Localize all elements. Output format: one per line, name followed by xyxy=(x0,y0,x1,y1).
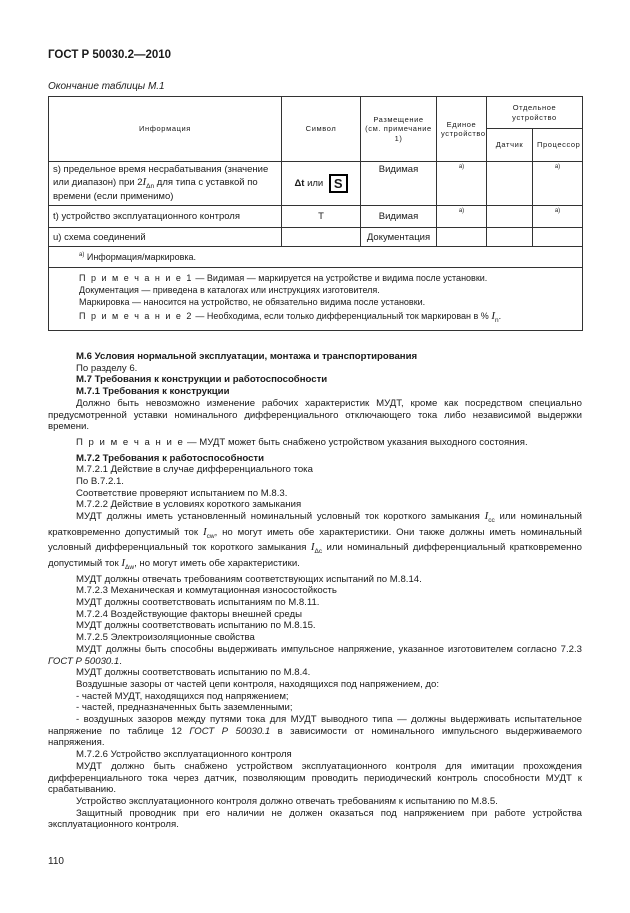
table-row xyxy=(49,228,583,247)
row-t-single-mark: a) xyxy=(458,208,465,214)
section-m6-title: М.6 Условия нормальной эксплуатации, монтажа и транспортирования xyxy=(76,351,418,362)
section-m725-l3: - воздушных зазоров между путями тока для МУДТ выводного типа — должны выдерживать испытательное напряжение по таблице 12 ГОСТ Р 50030.1 в зависимости от номинального импульсного выдерживаемого напряжения. xyxy=(48,714,583,749)
table-row xyxy=(49,162,583,206)
section-m726-p3: Защитный проводник при его наличии не должен оказаться под напряжением при работе устройства эксплуатационного контроля. xyxy=(48,807,582,831)
section-m71-text: Должно быть невозможно изменение рабочих характеристик МУДТ, кроме как посредством специально предусмотренной уставки номинального дифференциального отключающего тока либо независимой выдержки времени. xyxy=(48,397,582,433)
section-m7-title: М.7 Требования к конструкции и работоспособности xyxy=(76,374,328,386)
table-row xyxy=(49,206,583,228)
section-m723-title: М.7.2.3 Механическая и коммутационная износостойкость xyxy=(76,585,337,597)
section-m725-l2: - частей, предназначенных быть заземленными; xyxy=(76,702,293,714)
table-caption: Окончание таблицы М.1 xyxy=(48,81,165,92)
table-notes-row xyxy=(49,268,583,331)
section-m725-p3: Воздушные зазоры от частей цепи контроля, находящихся под напряжением, до: xyxy=(76,678,440,690)
section-m725-p1: МУДТ должны быть способны выдерживать импульсное напряжение, указанное изготовителем согласно 7.2.3 ГОСТ Р 50030.1. xyxy=(48,643,582,667)
table-footnote: Информация/маркировка. xyxy=(86,252,197,262)
section-m721-check: Соответствие проверяют испытанием по М.8.3. xyxy=(76,487,288,499)
note-2: П р и м е ч а н и е 2 — Необходима, если только дифференциальный ток маркирован в % $I_n$. xyxy=(79,309,502,324)
header-placement: Размещение (см. примечание 1) xyxy=(361,97,437,162)
document-body xyxy=(48,351,582,831)
section-m726-title: М.7.2.6 Устройство эксплуатационного контроля xyxy=(76,749,292,761)
document-header: ГОСТ Р 50030.2—2010 xyxy=(48,49,172,61)
note-doc: Документация — приведена в каталогах или инструкциях изготовителя. xyxy=(79,285,380,296)
header-symbol: Символ xyxy=(282,97,361,162)
header-sensor: Датчик xyxy=(487,129,533,162)
section-m721-text: По В.7.2.1. xyxy=(76,476,124,488)
section-m724-text: МУДТ должны соответствовать испытанию по М.8.15. xyxy=(76,620,316,632)
section-m725-l1: - частей МУДТ, находящихся под напряжением; xyxy=(76,690,289,702)
note-1: П р и м е ч а н и е 1 — Видимая — маркируется на устройстве и видима после установки. xyxy=(79,273,488,284)
row-s-info: s) предельное время несрабатывания (значение или диапазон) при $2I_{\Delta n}$ для типа с уставкой по времени (если применимо) xyxy=(49,162,282,206)
section-m725-p2: МУДТ должны соответствовать испытанию по М.8.4. xyxy=(76,667,311,679)
section-m6-text: По разделу 6. xyxy=(76,362,138,374)
header-processor: Процессор xyxy=(533,129,583,162)
row-s-processor-mark: a) xyxy=(554,164,561,170)
page-number: 110 xyxy=(48,856,64,867)
row-u-info: u) схема соединений xyxy=(49,228,282,247)
section-m722-p2: МУДТ должны отвечать требованиям соответствующих испытаний по М.8.14. xyxy=(76,573,422,585)
row-s-symbol: Δt или S xyxy=(282,162,361,206)
section-m71-title: М.7.1 Требования к конструкции xyxy=(76,386,230,398)
section-m724-title: М.7.2.4 Воздействующие факторы внешней среды xyxy=(76,608,302,620)
header-separate-device: Отдельное устройство xyxy=(487,97,583,129)
table-footnote-row: $^{a)}$ Информация/маркировка. xyxy=(49,247,583,268)
section-m722-title: М.7.2.2 Действие в условиях короткого замыкания xyxy=(76,499,302,511)
row-t-symbol: Т xyxy=(282,206,361,228)
note-mark: Маркировка — наносится на устройство, не обязательно видима после установки. xyxy=(79,297,426,308)
s-symbol-icon: S xyxy=(329,174,348,193)
section-m725-title: М.7.2.5 Электроизоляционные свойства xyxy=(76,632,255,644)
header-info: Информация xyxy=(49,97,282,162)
section-m71-note: П р и м е ч а н и е — МУДТ может быть снабжено устройством указания выходного состояния. xyxy=(76,436,528,448)
section-m723-text: МУДТ должны соответствовать испытаниям по М.8.11. xyxy=(76,596,320,608)
row-s-single-mark: a) xyxy=(458,164,465,170)
row-u-placement: Документация xyxy=(361,228,437,247)
row-t-info: t) устройство эксплуатационного контроля xyxy=(49,206,282,228)
row-s-placement: Видимая xyxy=(361,162,437,206)
section-m72-title: М.7.2 Требования к работоспособности xyxy=(76,452,265,464)
section-m721-title: М.7.2.1 Действие в случае дифференциального тока xyxy=(76,464,313,476)
section-m722-p1: МУДТ должны иметь установленный номинальный условный ток короткого замыкания $I_{cc}$ или номинальный кратковременно допустимый ток $I_{cw}$, но могут иметь обе характеристики. Они также должны иметь номинальный условный дифференциальный ток короткого замыкания $I_{\Delta c}$ или номинальный дифференциальный кратковременно допустимый ток $I_{\Delta w}$, но могут иметь обе характеристики. xyxy=(48,510,583,571)
table-m1 xyxy=(48,96,583,331)
section-m726-p2: Устройство эксплуатационного контроля должно отвечать требованиям к испытанию по М.8.5. xyxy=(76,795,498,807)
section-m726-p1: МУДТ должно быть снабжено устройством эксплуатационного контроля для имитации прохождения дифференциального тока через датчик, позволяющим проводить периодический контроль способности МУДТ к срабатыванию. xyxy=(48,760,582,796)
row-t-placement: Видимая xyxy=(361,206,437,228)
header-single-device: Единое устройство xyxy=(437,97,487,162)
row-t-processor-mark: a) xyxy=(554,208,561,214)
